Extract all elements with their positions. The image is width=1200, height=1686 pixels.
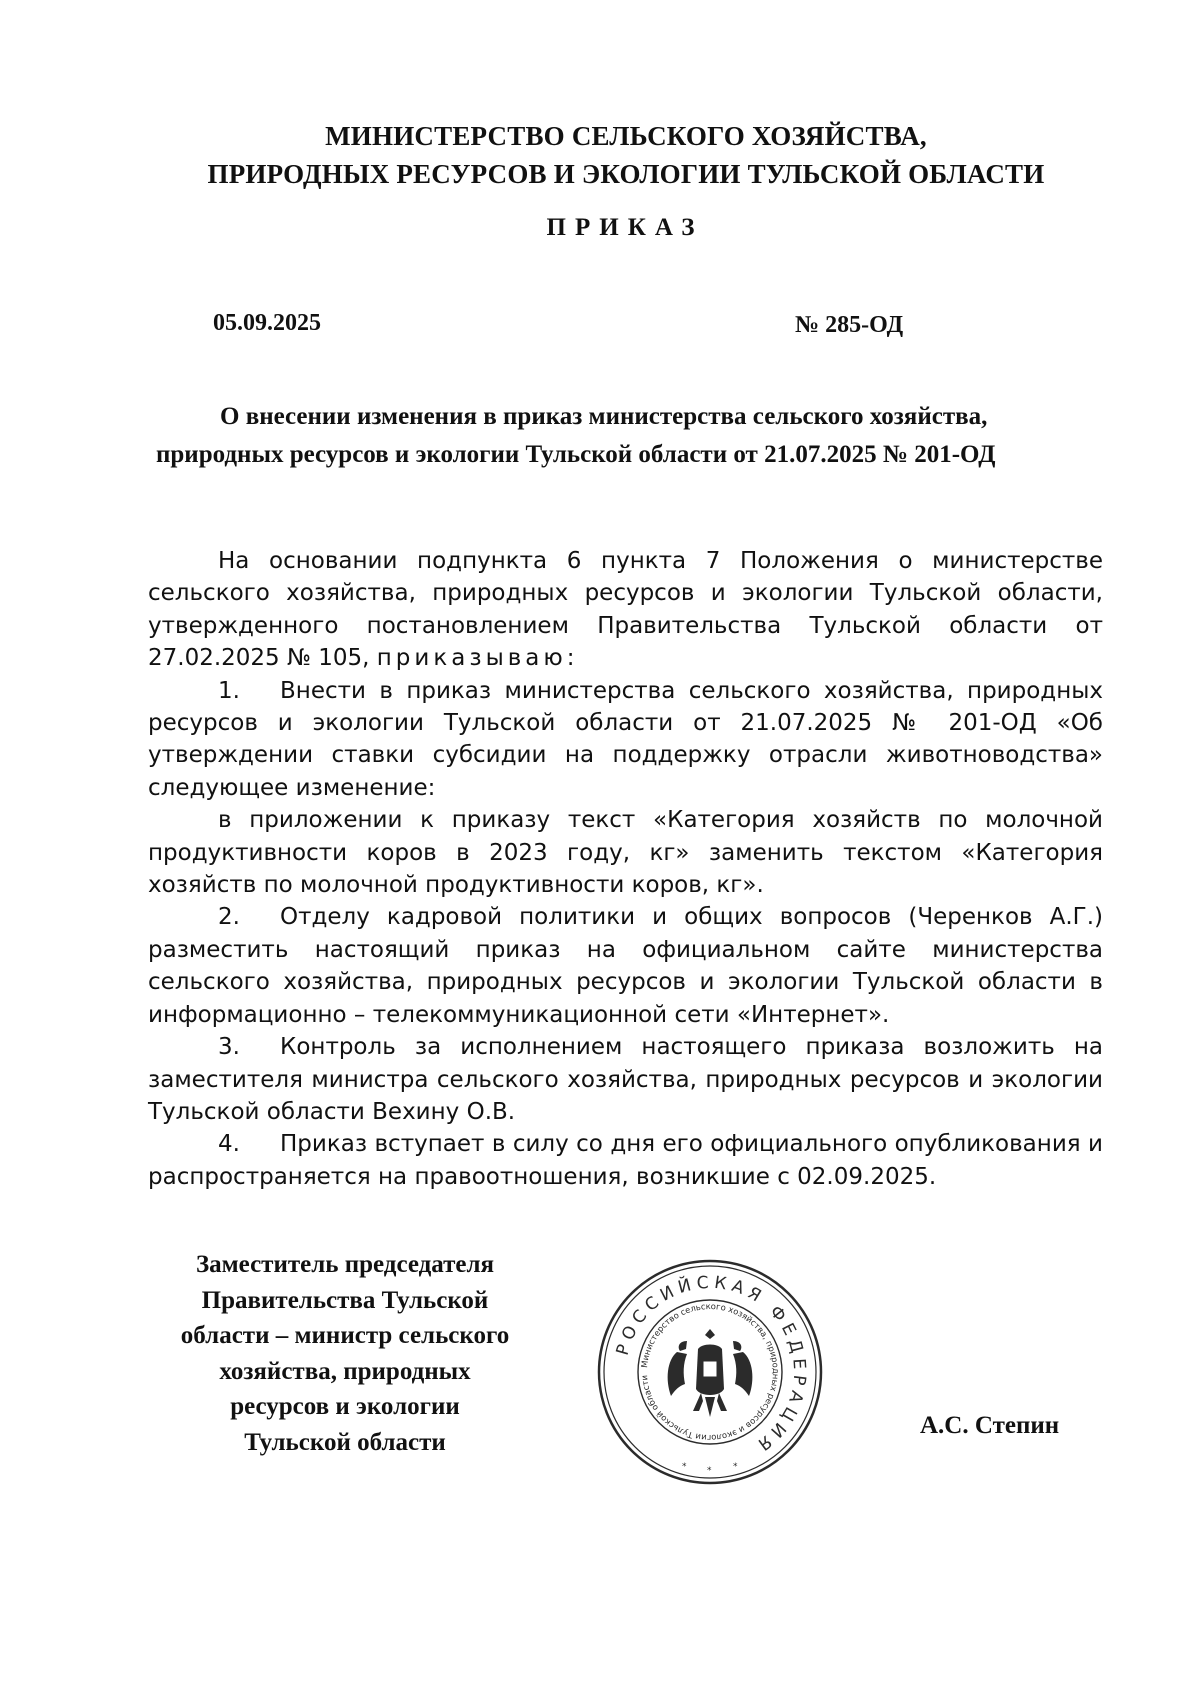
signer-title-line: Правительства Тульской	[201, 1286, 489, 1314]
order-word: приказываю:	[376, 645, 579, 672]
order-subject	[148, 398, 1098, 474]
document-type: ПРИКАЗ	[546, 214, 704, 241]
item-2-paragraph	[148, 901, 1103, 1031]
signer-title-line: области – министр сельского	[180, 1322, 510, 1349]
signer-name: А.С. Степин	[920, 1412, 1060, 1439]
item-1-sub-text: в приложении к приказу текст «Категория хозяйств по молочной продуктивности коров в 2023 году, кг» заменить текстом «Категория хозяйств по молочной продуктивности коров, кг».	[148, 807, 1103, 899]
signer-title-line: хозяйства, природных	[219, 1357, 471, 1385]
item-1-number: 1.	[218, 677, 240, 704]
seal-inner-text: Министерство сельского хозяйства, природных ресурсов и экологии Тульской области	[639, 1300, 782, 1444]
item-2-number: 2.	[218, 904, 240, 931]
preamble-paragraph	[148, 545, 1103, 675]
item-3-number: 3.	[218, 1034, 240, 1061]
order-date: 05.09.2025	[213, 310, 321, 336]
item-4-number: 4.	[218, 1131, 240, 1158]
ministry-header-line-2: ПРИРОДНЫХ РЕСУРСОВ И ЭКОЛОГИИ ТУЛЬСКОЙ ОБЛАСТИ	[207, 159, 1045, 189]
official-seal-icon	[595, 1257, 825, 1487]
item-1-paragraph	[148, 675, 1103, 805]
item-3-text: Контроль за исполнением настоящего приказа возложить на заместителя министра сельского хозяйства, природных ресурсов и экологии Тульской области Вехину О.В.	[148, 1034, 1103, 1125]
signer-title-line: Тульской области	[244, 1428, 446, 1456]
svg-text:*: *	[707, 1466, 712, 1476]
item-1-sub-paragraph	[148, 804, 1103, 901]
seal-outer-text: РОССИЙСКАЯ ФЕДЕРАЦИЯ	[612, 1272, 810, 1457]
item-2-text: Отделу кадровой политики и общих вопросов (Черенков А.Г.) разместить настоящий приказ на официальном сайте министерства сельского хозяйства, природных ресурсов и экологии Тульской области в информационно – телекоммуникационной сети «Интернет».	[148, 904, 1103, 1028]
order-body	[148, 545, 1103, 1193]
order-subject-line-2: природных ресурсов и экологии Тульской области от 21.07.2025 № 201-ОД	[156, 441, 996, 468]
item-1-text: Внести в приказ министерства сельского хозяйства, природных ресурсов и экологии Тульской области от 21.07.2025 № 201-ОД «Об утверждении ставки субсидии на поддержку отрасли животноводства» следующее изменение:	[148, 677, 1103, 801]
svg-text:*: *	[733, 1462, 738, 1472]
ministry-header-line-1: МИНИСТЕРСТВО СЕЛЬСКОГО ХОЗЯЙСТВА,	[325, 121, 927, 151]
svg-text:*: *	[682, 1462, 687, 1472]
order-subject-line-1: О внесении изменения в приказ министерства сельского хозяйства,	[220, 403, 988, 430]
signer-title-line: ресурсов и экологии	[230, 1393, 460, 1420]
item-4-paragraph	[148, 1128, 1103, 1193]
item-4-text: Приказ вступает в силу со дня его официального опубликования и распространяется на правоотношения, возникшие с 02.09.2025.	[148, 1131, 1103, 1190]
order-number: № 285-ОД	[795, 312, 904, 338]
item-3-paragraph	[148, 1031, 1103, 1128]
preamble-text: На основании подпункта 6 пункта 7 Положения о министерстве сельского хозяйства, природных ресурсов и экологии Тульской области, утвержденного постановлением Правительства Тульской области от 27.02.2025 № 105,	[148, 548, 1103, 672]
ministry-header	[0, 117, 1200, 193]
signer-title-line: Заместитель председателя	[195, 1251, 495, 1278]
signer-title	[150, 1247, 540, 1460]
